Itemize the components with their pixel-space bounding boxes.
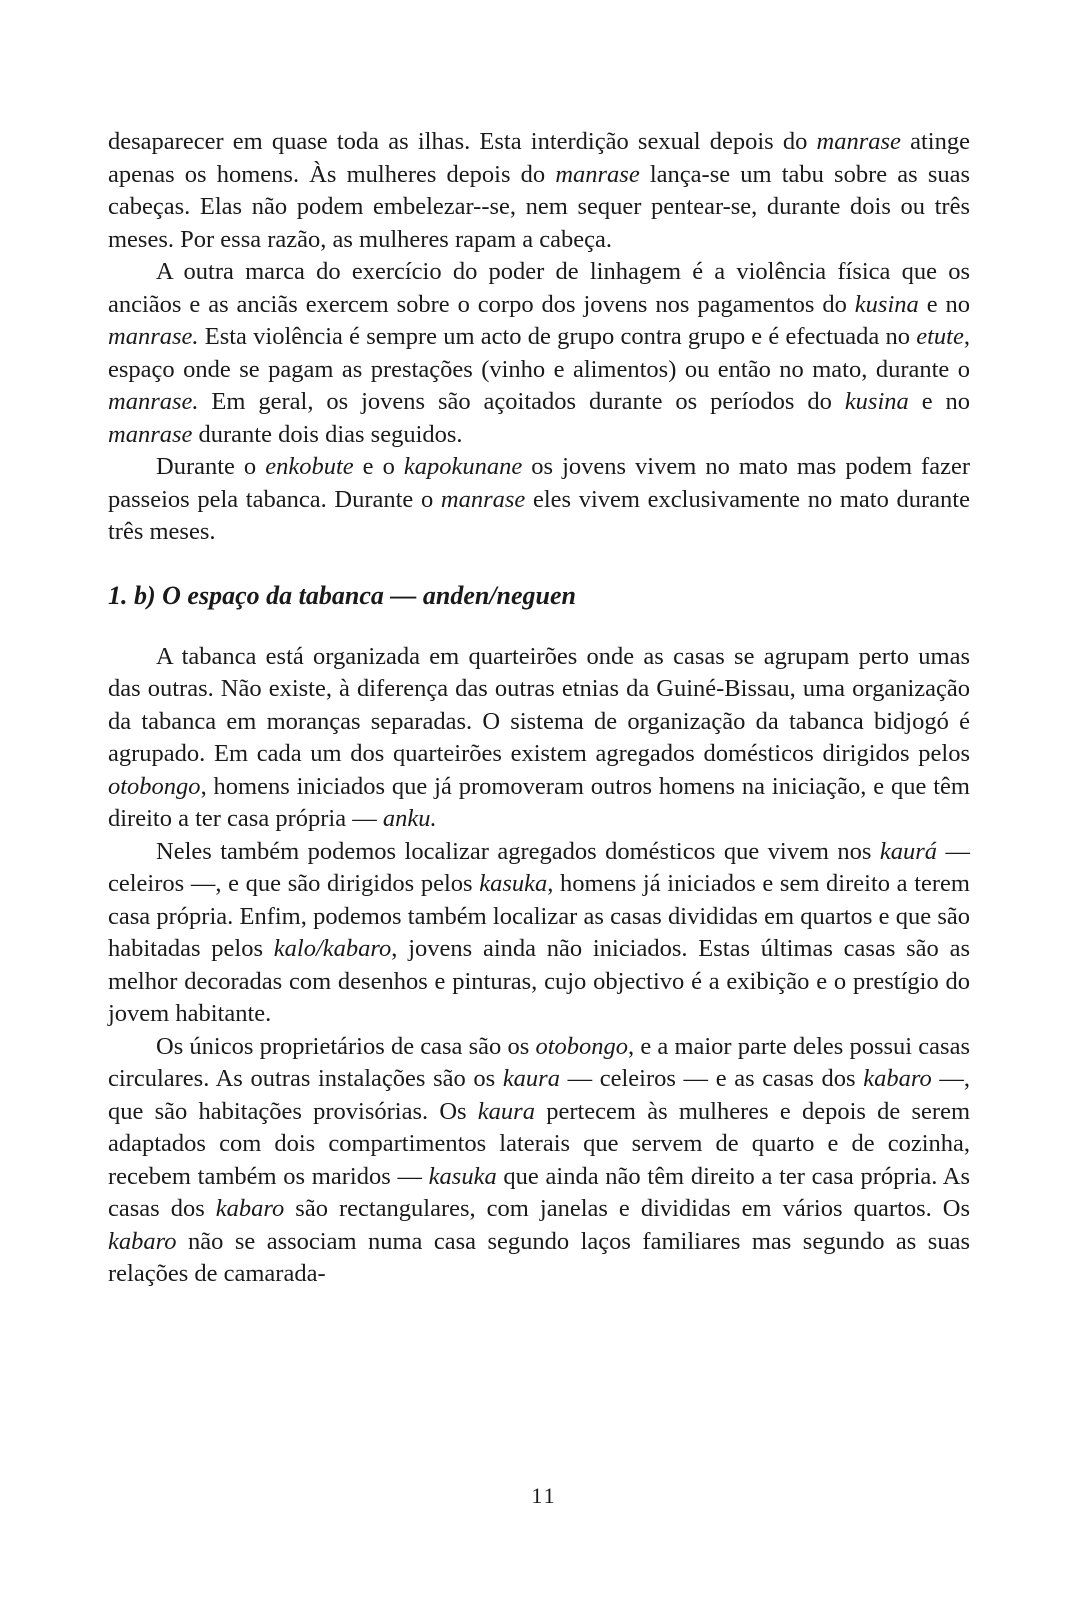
text-run: Durante o <box>156 453 266 480</box>
text-run: desaparecer em quase toda as ilhas. Esta interdição sexual depois do <box>108 128 817 155</box>
text-run: Os únicos proprietários de casa são os <box>156 1032 536 1060</box>
italic-term: kalo/kabaro <box>273 935 392 962</box>
italic-term: enkobute <box>265 453 354 480</box>
italic-term: manrase <box>440 485 526 513</box>
italic-term: manrase <box>108 420 193 448</box>
text-run: — celeiros —, e que são dirigidos pelos <box>108 837 970 897</box>
italic-term: otobongo <box>108 772 201 800</box>
text-run: , homens já iniciados e sem direito a terem casa própria. Enfim, podemos também localizar as casas divididas em quartos e que são habitadas pelos <box>108 870 970 962</box>
text-run: lança-se um tabu sobre as suas cabeças. Elas não podem embelezar--se, nem sequer pentear-se, durante dois ou três meses. Por essa razão, as mulheres rapam a cabeça. <box>108 160 971 253</box>
text-run: atinge apenas os homens. Às mulheres depois do <box>108 128 970 188</box>
italic-term: kabaro <box>863 1065 932 1092</box>
page-number: 11 <box>531 1483 557 1508</box>
italic-term: manrase <box>816 128 901 155</box>
text-run: , jovens ainda não iniciados. Estas últimas casas são as melhor decoradas com desenhos e pinturas, cujo objectivo é a exibição e o prestígio do jovem habitante. <box>108 935 970 1027</box>
paragraph <box>108 256 970 451</box>
italic-term: kapokunane <box>403 453 523 480</box>
italic-term: manrase. <box>108 323 199 350</box>
text-run: , e a maior parte deles possui casas circulares. As outras instalações são os <box>108 1032 970 1092</box>
text-run: não se associam numa casa segundo laços familiares mas segundo as suas relações de camarada- <box>108 1227 970 1287</box>
text-block-after-heading <box>108 641 970 1291</box>
text-run: A tabanca está organizada em quarteirões onde as casas se agrupam perto umas das outras. Não existe, à diferença das outras etnias da Guiné-Bissau, uma organização da tabanca em moranças separadas. O sistema de organização da tabanca bidjogó é agrupado. Em cada um dos quarteirões existem agregados domésticos dirigidos pelos <box>108 642 970 767</box>
text-run: Em geral, os jovens são açoitados durante os períodos do <box>198 388 845 415</box>
italic-term: kasuka <box>428 1162 497 1190</box>
section-heading-prefix: 1. b) O espaço da tabanca — <box>108 580 423 610</box>
text-run: , homens iniciados que já promoveram outros homens na iniciação, e que têm direito a ter casa própria — <box>108 772 970 832</box>
italic-term: kasuka <box>479 870 548 897</box>
paragraph <box>108 836 970 1031</box>
italic-term: kaurá <box>879 837 938 865</box>
text-run: durante dois dias seguidos. <box>192 420 463 448</box>
text-run: A outra marca do exercício do poder de linhagem é a violência física que os anciãos e as anciãs exercem sobre o corpo dos jovens nos pagamentos do <box>108 258 970 318</box>
italic-term: kabaro <box>108 1227 177 1255</box>
text-run: são rectangulares, com janelas e divididas em vários quartos. Os <box>284 1195 970 1222</box>
paragraph <box>108 1031 970 1291</box>
text-run: —, que são habitações provisórias. Os <box>108 1065 970 1125</box>
paragraph <box>108 126 970 256</box>
italic-term: kaura <box>502 1065 560 1092</box>
section-heading <box>108 579 970 613</box>
text-run: , espaço onde se pagam as prestações (vinho e alimentos) ou então no mato, durante o <box>108 323 970 383</box>
text-run: — celeiros — e as casas dos <box>559 1065 864 1092</box>
text-block-before-heading <box>108 126 970 549</box>
text-run: Esta violência é sempre um acto de grupo contra grupo e é efectuada no <box>198 323 917 350</box>
text-run: e no <box>918 290 970 318</box>
italic-term: otobongo <box>535 1032 628 1060</box>
text-run: os jovens vivem no mato mas podem fazer passeios pela tabanca. Durante o <box>108 453 970 513</box>
text-run: que ainda não têm direito a ter casa própria. As casas dos <box>108 1162 970 1222</box>
paragraph <box>108 641 970 836</box>
text-run: e no <box>908 388 970 415</box>
italic-term: manrase. <box>108 388 199 415</box>
text-run: Neles também podemos localizar agregados domésticos que vivem nos <box>156 837 880 865</box>
italic-term: kaura <box>477 1097 535 1125</box>
italic-term: kusina <box>854 290 919 318</box>
text-run: e o <box>353 453 404 480</box>
italic-term: kabaro <box>215 1195 285 1222</box>
italic-term: kusina <box>844 388 909 415</box>
section-heading-term: anden/neguen <box>422 580 577 610</box>
italic-term: anku. <box>382 805 437 832</box>
text-run: pertecem às mulheres e depois de serem adaptados com dois compartimentos laterais que servem de quarto e de cozinha, recebem também os maridos — <box>108 1097 971 1190</box>
page-body <box>108 126 970 1291</box>
paragraph <box>108 451 970 549</box>
italic-term: etute <box>916 323 964 350</box>
italic-term: manrase <box>555 160 640 188</box>
text-run: eles vivem exclusivamente no mato durante três meses. <box>108 485 970 545</box>
